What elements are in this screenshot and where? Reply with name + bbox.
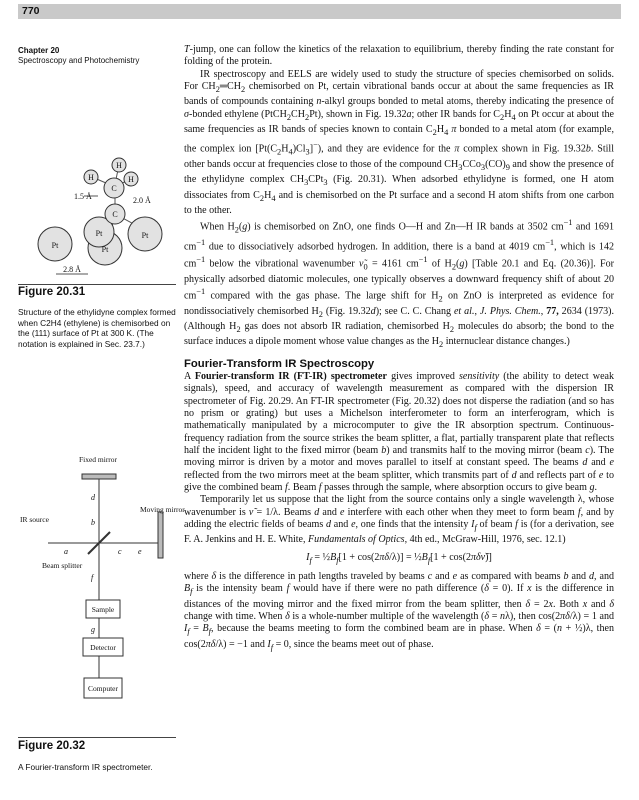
figure-20-31-title: Figure 20.31	[18, 286, 86, 298]
sample-label: Sample	[91, 605, 115, 614]
main-text-column	[184, 44, 614, 654]
atom-label-h: H	[88, 173, 94, 182]
beam-splitter-label: Beam splitter	[42, 561, 83, 570]
body-paragraph: T-jump, one can follow the kinetics of the relaxation to equilibrium, thereby finding the rate constant for folding of the protein.	[184, 44, 614, 68]
beam-letter-b: b	[91, 518, 95, 527]
body-paragraph: A Fourier-transform IR (FT-IR) spectrometer gives improved sensitivity (the ability to detect weak signals), speed, and accuracy of wavelength measurement as compared with the dispersion IR spectrometer of Fig. 20.29. An FT-IR spectrometer (Fig. 20.32) does not disperse the radiation (and so has no prism or grating) but uses a Michelson interferometer to form an interferogram, which is mathematically manipulated by a microcomputer to give the IR absorption spectrum. Continuous-frequency radiation from the source strikes the beam splitter, a flat, partially transparent plate that reflects half the incident light to the fixed mirror (beam b) and transmits half to the moving mirror (beam c). The moving mirror is driven by a motor and moves parallel to itself at constant speed. The beams d and e reflected from the two mirrors meet at the beam splitter, which transmits part of d and reflects part of e to give the combined beam f. Beam f passes through the sample, where absorption occurs to give beam g.	[184, 370, 615, 494]
beam-letter-d: d	[91, 493, 95, 502]
atom-label-h: H	[116, 161, 122, 170]
atom-label-pt: Pt	[101, 245, 109, 254]
figure-rule	[18, 737, 176, 738]
beam-letter-c: c	[118, 547, 122, 556]
chapter-title: Spectroscopy and Photochemistry	[18, 56, 140, 65]
atom-label-c: C	[112, 210, 118, 219]
ftir-spectrometer-diagram	[18, 454, 185, 734]
body-paragraph: When $H_2(g)$ is chemisorbed on ZnO, one finds O—H and Zn—H IR bands at 3502 $cm^{-1}$ and 1691 $cm^{-1}$ due to dissociatively adsorbed hydrogen. In addition, there is a band at 4019 $cm^{-1}$, which is 142 $cm^{-1}$ below the vibrational wavenumber $\nũ_0 = 4161$ $cm^{-1}$ of $H_2(g)$ [Table 20.1 and Eq. (20.36)]. For physically adsorbed diatomic molecules, one typically observes a downward frequency shift of about 20 $cm^{-1}$ compared with the gas phase. The large shift for $H_2$ on ZnO is interpreted as evidence for nondissociatively chemisorbed $H_2$ (Fig. 19.32d); see C. C. Chang et al., J. Phys. Chem., 77, 2634 (1973). (Although $H_2$ gas does not absorb IR radiation, chemisorbed $H_2$ molecules do absorb; the bond to the surface induces a dipole moment whose value changes as the $H_2$ internuclear distance changes.)	[184, 218, 615, 350]
page-number: 770	[22, 5, 40, 17]
beam-letter-f: f	[91, 573, 94, 582]
detector-label: Detector	[90, 643, 116, 652]
body-paragraph: where δ is the difference in path lengths traveled by beams c and e as compared with beams b and d, and $B_f$ is the intensity beam f would have if there were no path difference (δ = 0). If x is the difference in distances of the moving mirror and the fixed mirror from the beam splitter, then δ = 2x. Both x and δ change with time. When δ is a whole-number multiple of the wavelength (δ = nλ), then cos(2πδ/λ) = 1 and $I_f = B_f$, because the beams meeting to form the combined beam are in phase. When δ = (n + ½)λ, then cos(2πδ/λ) = −1 and $I_f = 0$, since the beams meet out of phase.	[184, 571, 615, 652]
fixed-mirror-label: Fixed mirror	[78, 455, 118, 464]
figure-20-32-caption: A Fourier-transform IR spectrometer.	[18, 762, 153, 772]
fixed-mirror	[82, 474, 116, 479]
atom-label-pt: Pt	[95, 229, 103, 238]
atom-label-pt: Pt	[141, 231, 149, 240]
figure-20-31-caption: Structure of the ethylidyne complex formed when C2H4 (ethylene) is chemisorbed on the (111) surface of Pt at 300 K. (The notation is explained in Sec. 23.7.)	[18, 307, 176, 349]
chapter-header	[18, 46, 139, 66]
chapter-label: Chapter 20	[18, 46, 60, 55]
atom-label-h: H	[128, 175, 134, 184]
section-heading: Fourier-Transform IR Spectroscopy	[184, 357, 375, 370]
ir-source-label: IR source	[20, 515, 49, 524]
ptpt-distance-label: 2.8 Å	[63, 265, 81, 274]
moving-mirror-label: Moving mirror	[140, 505, 185, 514]
atom-label-pt: Pt	[51, 241, 59, 250]
body-paragraph: IR spectroscopy and EELS are widely used to study the structure of species chemisorbed on solids. For $CH_2═CH_2$ chemisorbed on Pt, certain vibrational bands occur at about the same frequencies as IR bands of compounds containing n-alkyl groups bonded to metal atoms, thereby indicating the presence of σ-bonded ethylene $(PtCH_2CH_2Pt)$, shown in Fig. 19.32a; other IR bands for $C_2H_4$ on Pt occur at about the same frequencies as IR bands of species known to contain $C_2H_4$ π bonded to a metal atom (for example, the complex ion $[Pt(C_2H_4)Cl_3]^-$), and they are evidence for the π complex shown in Fig. 19.32b. Still other bands occur at frequencies close to those of the compound $CH_3CCo_3(CO)_9$ and show the presence of the ethylidyne complex $CH_3CPt_3$ (Fig. 20.31). When adsorbed ethylidyne is formed, one H atom dissociates from $C_2H_4$ and is chemisorbed on the Pt surface and a second H atom shifts from one carbon to the other.	[184, 68, 615, 217]
beam-letter-g: g	[91, 625, 95, 634]
moving-mirror	[158, 512, 163, 558]
ch-distance-label: 1.5 Å	[74, 192, 92, 201]
computer-label: Computer	[88, 684, 118, 693]
beam-letter-a: a	[64, 547, 68, 556]
atom-label-c: C	[111, 184, 117, 193]
figure-rule	[18, 284, 176, 285]
body-paragraph: Temporarily let us suppose that the light from the source contains only a single wavelength λ, whose wavenumber is ν̃ = 1/λ. Beams d and e interfere with each other when they meet to form beam f, and by adding the electric fields of beams d and e, one finds that the intensity $I_f$ of beam f is (for a derivation, see F. A. Jenkins and H. E. White, Fundamentals of Optics, 4th ed., McGraw-Hill, 1976, sec. 12.1)	[184, 494, 614, 546]
figure-20-32-title: Figure 20.32	[18, 740, 86, 752]
beam-letter-e: e	[138, 547, 142, 556]
intensity-equation: $I_f$ = $\frac{1}{2}B_f[1 + \cos(2\pi\delta/\lambda)]$ = $\frac{1}{2}B_f[1$ + cos(2πδν̃)]	[306, 551, 492, 565]
cc-distance-label: 2.0 Å	[133, 196, 151, 205]
ethylidyne-structure-diagram	[18, 152, 178, 282]
page-number-bar	[18, 4, 621, 19]
